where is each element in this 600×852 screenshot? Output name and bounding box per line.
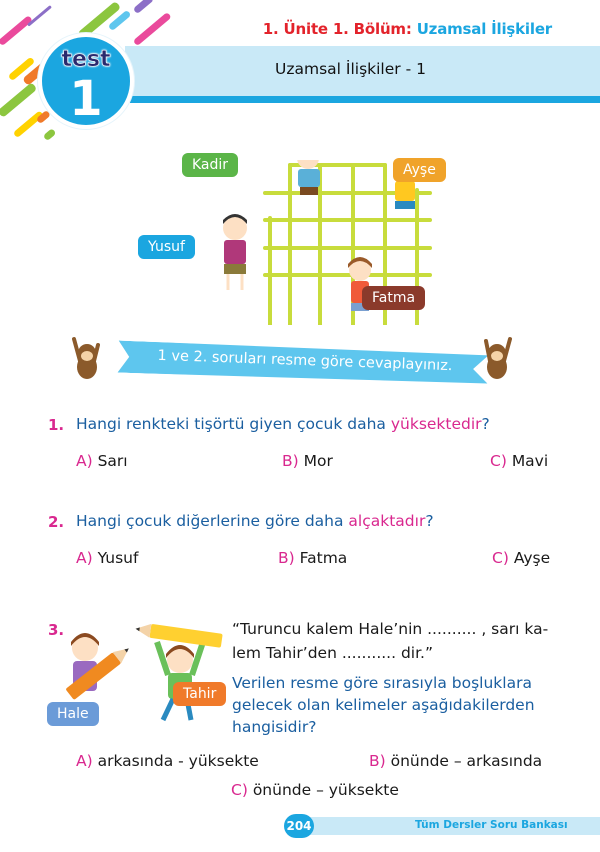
name-tag-tahir: Tahir [173, 682, 226, 706]
unit-topic: Uzamsal İlişkiler [416, 20, 552, 38]
name-tag-fatma: Fatma [362, 286, 425, 310]
question-3-prompt: Verilen resme göre sırasıyla boşluklara gelecek olan kelimeler aşağıdakilerden hangisidir? [232, 674, 535, 736]
test-badge [38, 33, 134, 129]
page-number: 204 [284, 814, 314, 838]
book-title: Tüm Dersler Soru Bankası [415, 819, 568, 831]
name-tag-kadir: Kadir [182, 153, 238, 177]
monkey-icon [480, 335, 514, 385]
question-1-number: 1. [48, 416, 65, 434]
name-tag-yusuf: Yusuf [138, 235, 195, 259]
name-tag-ayse: Ayşe [393, 158, 446, 182]
question-1-text: Hangi renkteki tişörtü giyen çocuk daha yüksektedir? [76, 415, 490, 433]
question-3-option-c[interactable]: C) önünde – yüksekte [231, 781, 399, 799]
page-title: Uzamsal İlişkiler - 1 [275, 60, 426, 78]
question-2-number: 2. [48, 513, 65, 531]
question-3-option-b[interactable]: B) önünde – arkasında [369, 752, 543, 770]
instruction-banner [70, 335, 530, 390]
yusuf-figure [223, 214, 247, 290]
question-1-option-b[interactable]: B) Mor [282, 452, 333, 470]
question-2-keyword: alçaktadır [348, 512, 426, 530]
question-1-keyword: yüksektedir [390, 415, 482, 433]
question-1-option-c[interactable]: C) Mavi [490, 452, 549, 470]
monkey-icon [70, 335, 104, 385]
question-3-number: 3. [48, 621, 65, 639]
climbing-frame-illustration [148, 150, 440, 330]
question-3-quote: “Turuncu kalem Hale’nin .......... , sarı ka- lem Tahir’den ........... dir.” [232, 620, 549, 662]
question-1-option-a[interactable]: A) Sarı [76, 452, 128, 470]
test-label: test [61, 47, 111, 72]
title-band-underline [130, 96, 600, 103]
name-tag-hale: Hale [47, 702, 99, 726]
question-3-option-a[interactable]: A) arkasında - yüksekte [76, 752, 259, 770]
question-2-option-c[interactable]: C) Ayşe [492, 549, 551, 567]
unit-heading [263, 20, 552, 38]
question-2-option-a[interactable]: A) Yusuf [76, 549, 139, 567]
banner-text: 1 ve 2. soruları resme göre cevaplayınız. [157, 347, 453, 375]
question-2-option-b[interactable]: B) Fatma [278, 549, 348, 567]
unit-prefix: 1. Ünite 1. Bölüm: [262, 20, 412, 38]
test-number: 1 [69, 71, 103, 127]
question-2-text: Hangi çocuk diğerlerine göre daha alçaktadır? [76, 512, 434, 530]
pencil-kids-illustration [45, 620, 225, 730]
